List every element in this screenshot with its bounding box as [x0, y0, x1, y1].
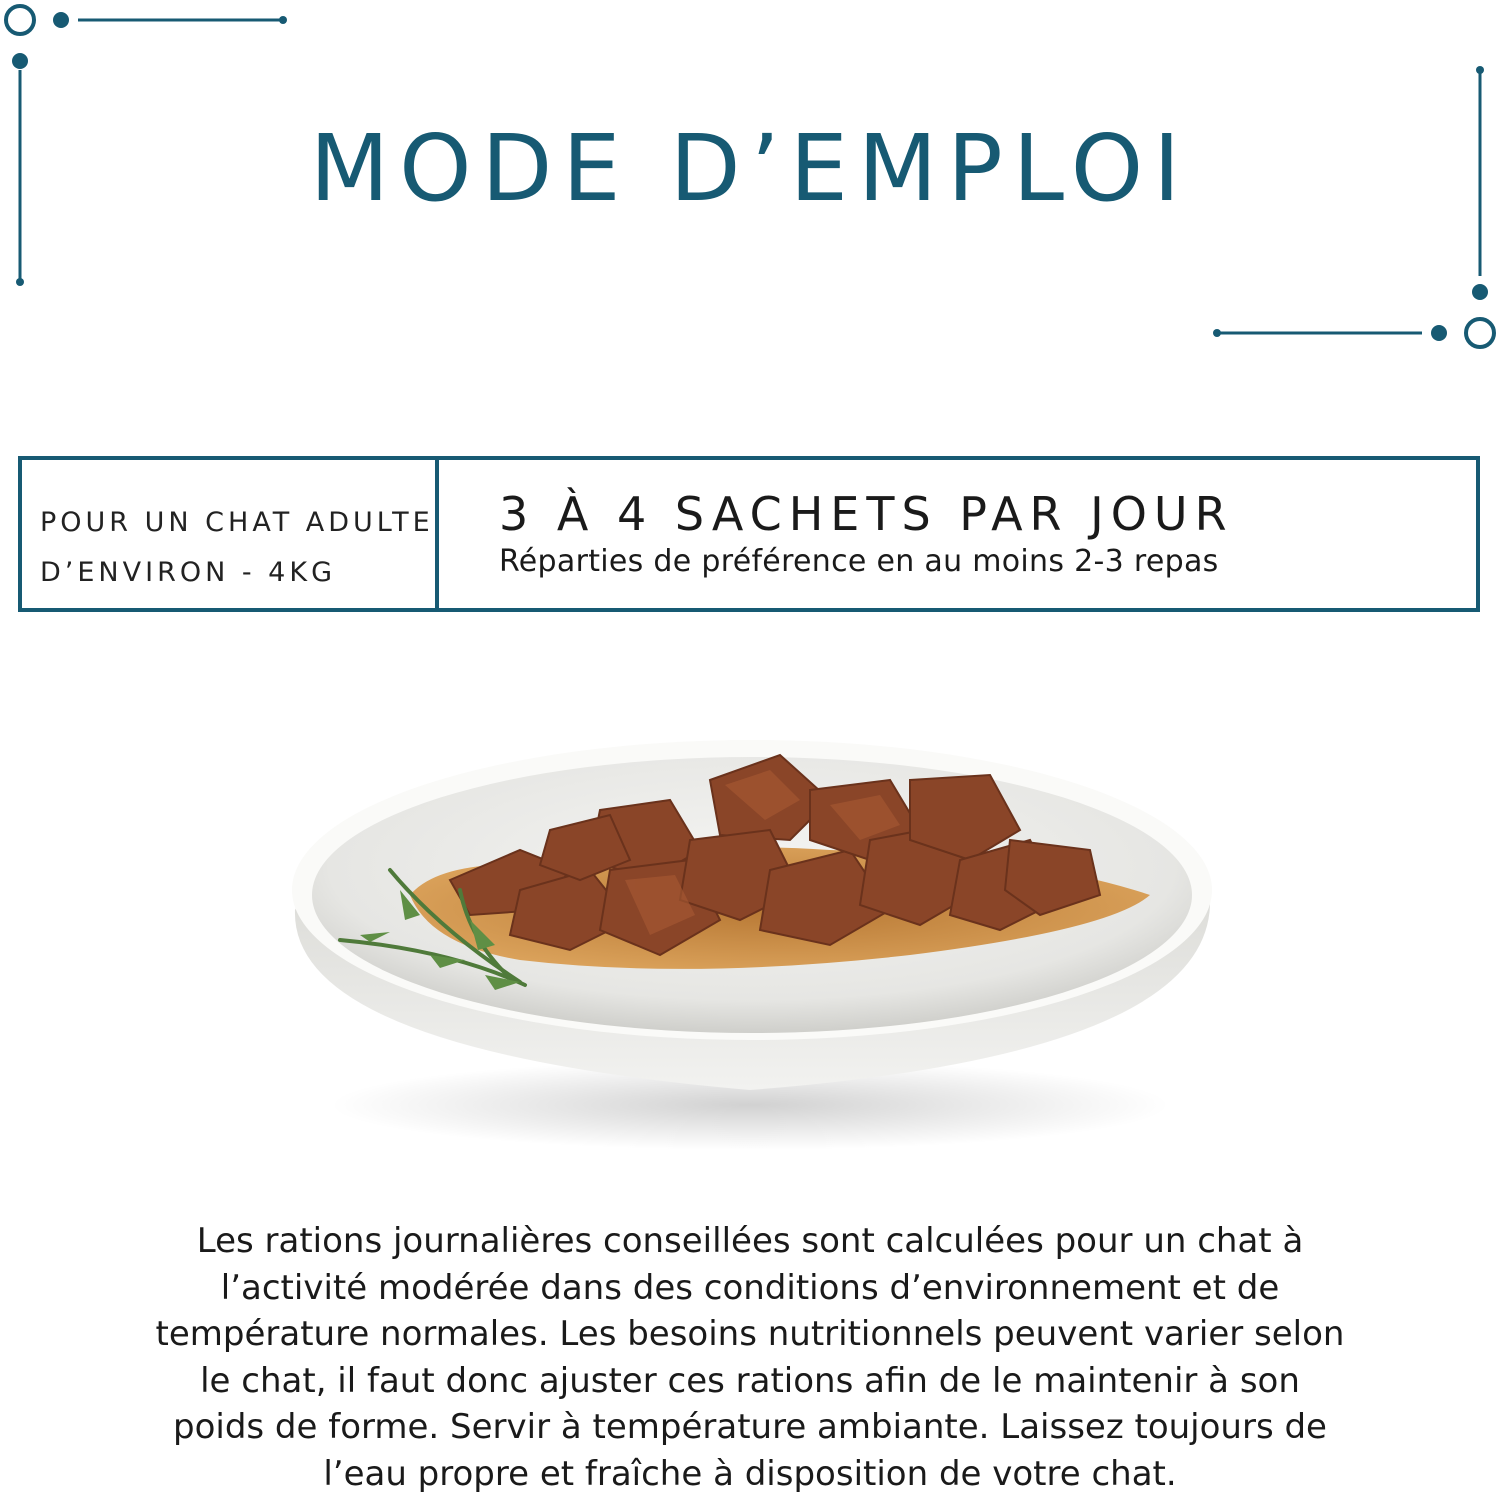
cat-profile-line-1: POUR UN CHAT ADULTE: [40, 507, 434, 538]
instruction-line: Les rations journalières conseillées sont calculées pour un chat à: [196, 1221, 1304, 1261]
instruction-line: température normales. Les besoins nutritionnels peuvent varier selon: [155, 1314, 1345, 1354]
instruction-line: l’activité modérée dans des conditions d’environnement et de: [220, 1267, 1280, 1308]
instruction-line: poids de forme. Servir à température ambiante. Laissez toujours de: [173, 1407, 1327, 1447]
cat-profile-cell: [22, 460, 439, 608]
meal-split-note: Réparties de préférence en au moins 2-3 repas: [499, 544, 1219, 579]
cat-profile-line-2: D’ENVIRON - 4KG: [40, 557, 336, 588]
page-title: MODE D’EMPLOI: [309, 115, 1191, 222]
instruction-line: l’eau propre et fraîche à disposition de votre chat.: [323, 1453, 1177, 1494]
instruction-line: le chat, il faut donc ajuster ces rations afin de le maintenir à son: [200, 1360, 1300, 1401]
feeding-instructions: [120, 1218, 1380, 1497]
daily-amount: 3 À 4 SACHETS PAR JOUR: [499, 487, 1234, 541]
daily-amount-cell: [439, 460, 1234, 608]
feeding-ration-box: [18, 456, 1480, 612]
cat-food-dish-icon: [270, 720, 1230, 1160]
